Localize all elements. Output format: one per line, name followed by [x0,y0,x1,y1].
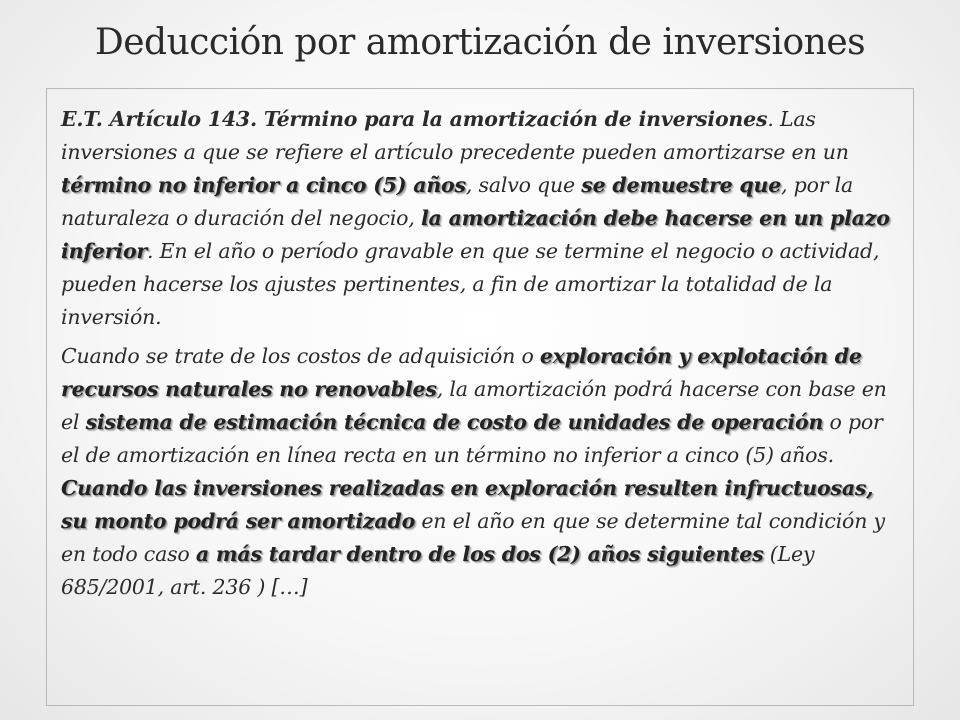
text-segment: . En el año o período gravable en que se termine el negocio o actividad, pueden hacerse los ajustes pertinentes, a fin de amortizar la totalidad de la inversión. [61,239,880,329]
text-segment: o por el de amortización en línea recta en un término no inferior a cinco (5) años. [61,410,883,467]
emphasis-estimation-system: sistema de estimación técnica de costo de unidades de operación [85,410,824,434]
text-segment: , la amortización podrá hacerse con base en el [61,377,887,434]
emphasis-demonstrate: se demuestre que [581,173,782,197]
text-segment: . Las inversiones a que se refiere el artículo precedente pueden amortizarse en un [61,107,849,164]
text-segment: , salvo que [465,173,582,197]
slide-title: Deducción por amortización de inversiones [94,22,866,63]
emphasis-term: término no inferior a cinco (5) años [61,173,466,197]
citation: (Ley 685/2001, art. 236 ) […] [61,542,815,599]
emphasis-unsuccessful-investments: Cuando las inversiones realizadas en exploración resulten infructuosas, su monto podrá ser amortizado [61,476,874,533]
paragraph-non-renewable [61,340,901,604]
text-segment: en el año en que se determine tal condición y en todo caso [61,509,885,566]
content-box [46,88,914,706]
emphasis-exploration: exploración y explotación de recursos naturales no renovables [61,344,862,401]
text-segment: , por la naturaleza o duración del negocio, [61,173,854,230]
paragraph-article-143 [61,103,901,334]
emphasis-deadline: a más tardar dentro de los dos (2) años siguientes [195,542,764,566]
emphasis-shorter-term: la amortización debe hacerse en un plazo inferior [61,206,890,263]
article-heading: E.T. Artículo 143. Término para la amortización de inversiones [61,107,768,131]
text-segment: Cuando se trate de los costos de adquisición o [61,344,540,368]
